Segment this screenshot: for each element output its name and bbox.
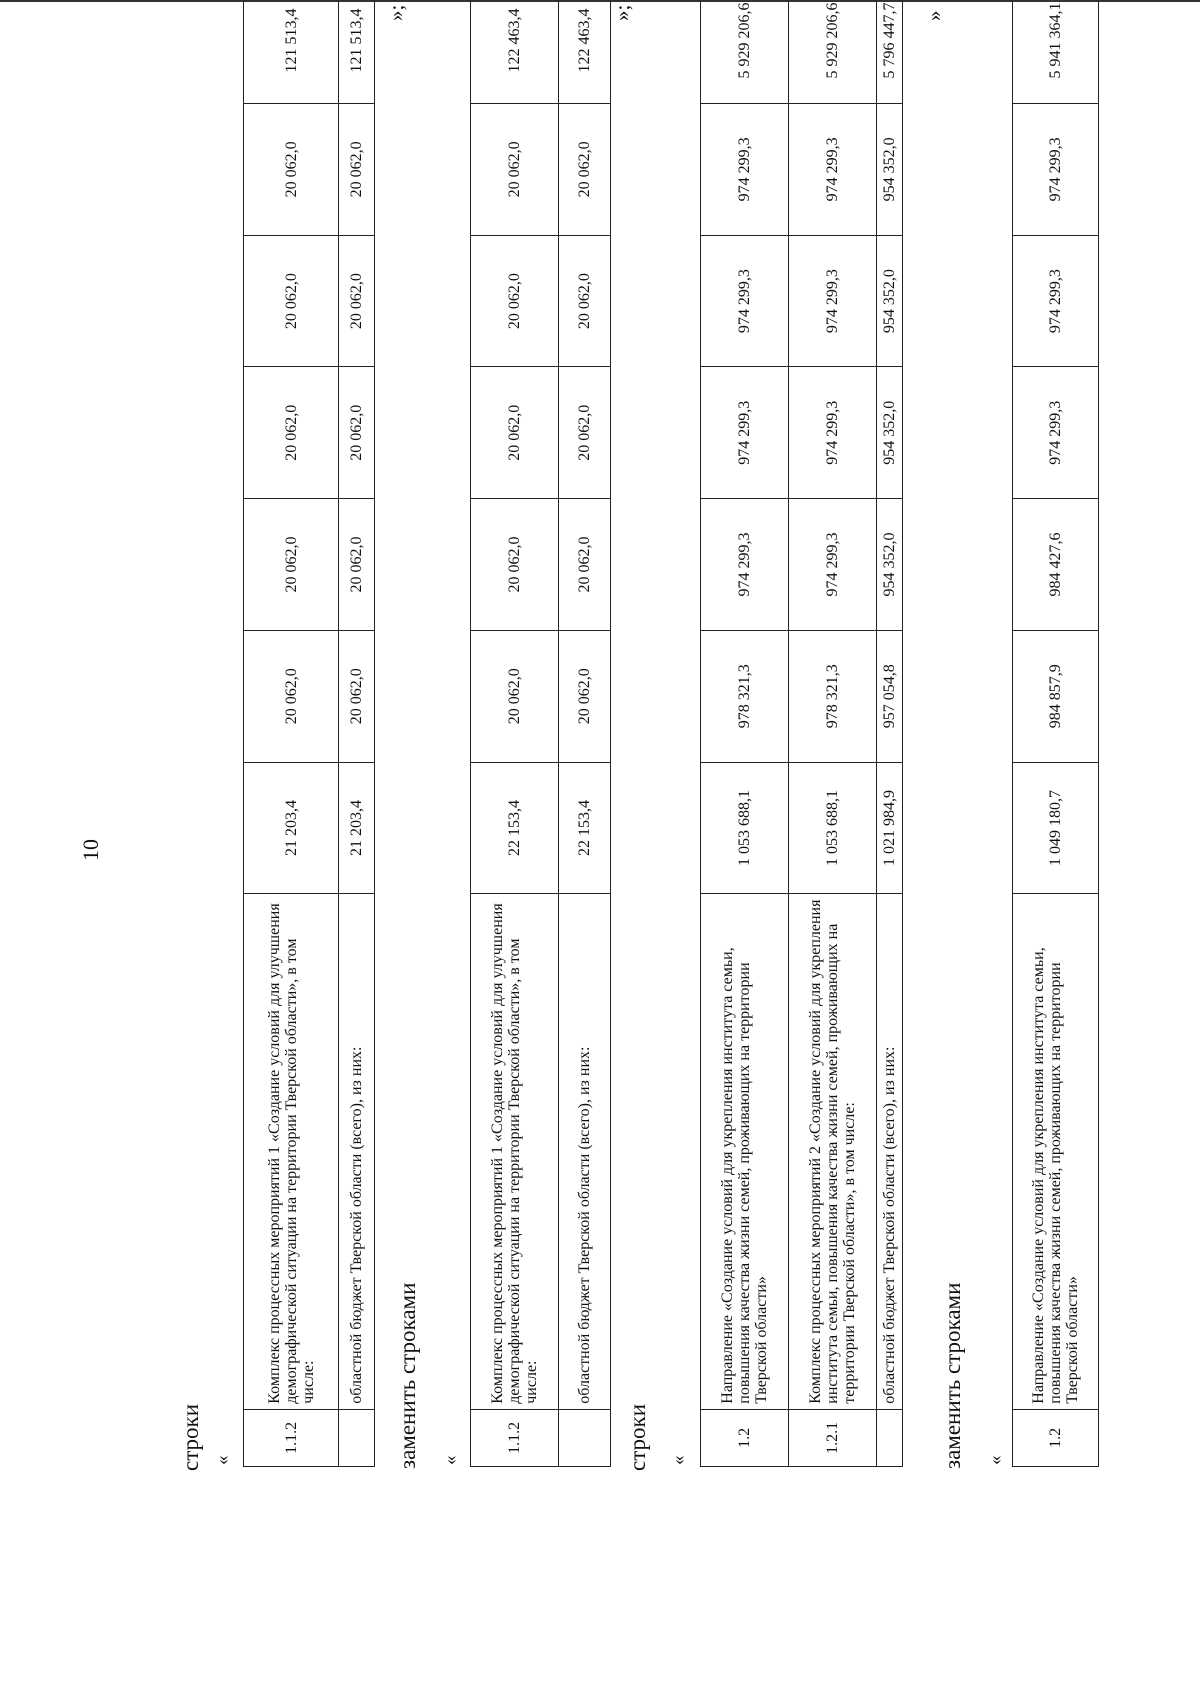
- section2-label: заменить строками: [395, 1282, 420, 1469]
- value-cell: 20 062,0: [244, 235, 339, 367]
- table-row: [339, 0, 375, 1467]
- value-cell: 974 299,3: [701, 499, 789, 631]
- value-cell: 957 054,8: [877, 630, 903, 762]
- section4-open-quote: «: [985, 1455, 1006, 1465]
- value-cell: 22 153,4: [559, 762, 611, 894]
- table-row: [1013, 0, 1099, 1467]
- section2-table: [470, 0, 611, 1467]
- section3-label: строки: [625, 1403, 650, 1471]
- value-cell: 20 062,0: [471, 104, 559, 236]
- section3-table: [700, 0, 903, 1467]
- value-cell: 954 352,0: [877, 104, 903, 236]
- table-row: [789, 0, 877, 1467]
- value-cell: 954 352,0: [877, 499, 903, 631]
- row-number: 1.2.1: [789, 1409, 877, 1466]
- row-description: Комплекс процессных мероприятий 1 «Создание условий для улучшения демографической ситуации на территории Тверской области», в том числе:: [244, 894, 339, 1409]
- section1-close-quote: »;: [384, 4, 408, 21]
- row-description: областной бюджет Тверской области (всего), из них:: [559, 894, 611, 1409]
- value-cell: 20 062,0: [471, 630, 559, 762]
- value-cell: 20 062,0: [244, 630, 339, 762]
- value-cell: 1 053 688,1: [701, 762, 789, 894]
- section1-label: строки: [178, 1403, 203, 1471]
- value-cell: 20 062,0: [244, 499, 339, 631]
- value-cell: 20 062,0: [471, 499, 559, 631]
- value-cell: 20 062,0: [559, 235, 611, 367]
- value-cell: 974 299,3: [789, 499, 877, 631]
- value-cell: 20 062,0: [244, 104, 339, 236]
- row-description: Направление «Создание условий для укрепления института семьи, повышения качества жизни семей, проживающих на территории Тверской области»: [1013, 894, 1099, 1409]
- value-cell: 20 062,0: [559, 367, 611, 499]
- value-cell: 1 049 180,7: [1013, 762, 1099, 894]
- total-cell: 121 513,4: [244, 0, 339, 104]
- value-cell: 984 427,6: [1013, 499, 1099, 631]
- value-cell: 20 062,0: [559, 104, 611, 236]
- value-cell: 984 857,9: [1013, 630, 1099, 762]
- section2-close-quote: »;: [610, 4, 634, 21]
- row-description: областной бюджет Тверской области (всего), из них:: [877, 894, 903, 1409]
- section1-table: [243, 0, 375, 1467]
- table-row: [559, 0, 611, 1467]
- row-description: Направление «Создание условий для укрепления института семьи, повышения качества жизни семей, проживающих на территории Тверской области»: [701, 894, 789, 1409]
- value-cell: 20 062,0: [559, 499, 611, 631]
- value-cell: 20 062,0: [339, 367, 375, 499]
- value-cell: 974 299,3: [1013, 367, 1099, 499]
- total-cell: 5 929 206,6: [701, 0, 789, 104]
- row-number: 1.2: [1013, 1409, 1099, 1466]
- section3-close-quote: »: [922, 10, 946, 21]
- value-cell: 20 062,0: [339, 499, 375, 631]
- table-row: [244, 0, 339, 1467]
- value-cell: 20 062,0: [471, 367, 559, 499]
- value-cell: 974 299,3: [701, 367, 789, 499]
- value-cell: 954 352,0: [877, 367, 903, 499]
- total-cell: 5 929 206,6: [789, 0, 877, 104]
- row-number: [339, 1409, 375, 1466]
- row-description: Комплекс процессных мероприятий 2 «Создание условий для укрепления института семьи, повышения качества жизни семей, проживающих на территории Тверской области», в том числе:: [789, 894, 877, 1409]
- row-number: 1.1.2: [244, 1409, 339, 1466]
- value-cell: 978 321,3: [701, 630, 789, 762]
- table-row: [701, 0, 789, 1467]
- row-number: [877, 1409, 903, 1466]
- total-cell: 121 513,4: [339, 0, 375, 104]
- value-cell: 20 062,0: [559, 630, 611, 762]
- page-number: 10: [78, 839, 103, 861]
- total-cell: 122 463,4: [559, 0, 611, 104]
- row-number: 1.1.2: [471, 1409, 559, 1466]
- value-cell: 974 299,3: [789, 104, 877, 236]
- table-row: [877, 0, 903, 1467]
- value-cell: 22 153,4: [471, 762, 559, 894]
- section3-open-quote: «: [668, 1455, 689, 1465]
- total-cell: 122 463,4: [471, 0, 559, 104]
- section1-open-quote: «: [212, 1455, 233, 1465]
- value-cell: 20 062,0: [339, 630, 375, 762]
- value-cell: 978 321,3: [789, 630, 877, 762]
- section4-table: [1012, 0, 1099, 1467]
- table-row: [471, 0, 559, 1467]
- total-cell: 5 796 447,7: [877, 0, 903, 104]
- value-cell: 1 021 984,9: [877, 762, 903, 894]
- section4-label: заменить строками: [940, 1282, 965, 1469]
- value-cell: 20 062,0: [339, 235, 375, 367]
- value-cell: 20 062,0: [244, 367, 339, 499]
- value-cell: 954 352,0: [877, 235, 903, 367]
- total-cell: 5 941 364,1: [1013, 0, 1099, 104]
- row-description: Комплекс процессных мероприятий 1 «Создание условий для улучшения демографической ситуации на территории Тверской области», в том числе:: [471, 894, 559, 1409]
- value-cell: 974 299,3: [789, 367, 877, 499]
- value-cell: 974 299,3: [1013, 235, 1099, 367]
- row-number: [559, 1409, 611, 1466]
- value-cell: 974 299,3: [789, 235, 877, 367]
- row-description: областной бюджет Тверской области (всего), из них:: [339, 894, 375, 1409]
- value-cell: 21 203,4: [339, 762, 375, 894]
- value-cell: 974 299,3: [701, 235, 789, 367]
- row-number: 1.2: [701, 1409, 789, 1466]
- value-cell: 20 062,0: [339, 104, 375, 236]
- value-cell: 20 062,0: [471, 235, 559, 367]
- value-cell: 1 053 688,1: [789, 762, 877, 894]
- value-cell: 21 203,4: [244, 762, 339, 894]
- section2-open-quote: «: [440, 1455, 461, 1465]
- value-cell: 974 299,3: [1013, 104, 1099, 236]
- value-cell: 974 299,3: [701, 104, 789, 236]
